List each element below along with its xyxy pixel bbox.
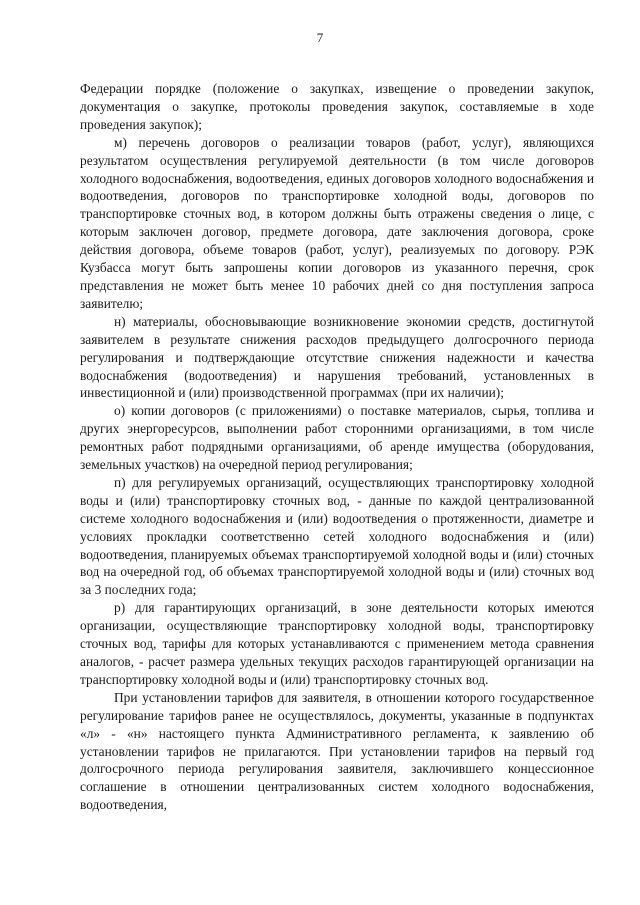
- paragraph-item-n: н) материалы, обосновывающие возникновение экономии средств, достигнутой заявителем в результате снижения расходов предыдущего долгосрочного периода регулирования и подтверждающие отсутствие снижения надежности и качества водоснабжения (водоотведения) и нарушения требований, установленных в инвестиционной и (или) производственной программах (при их наличии);: [80, 313, 594, 401]
- paragraph-continuation: Федерации порядке (положение о закупках, извещение о проведении закупок, документация о закупке, протоколы проведения закупок, составляемые в ходе проведения закупок);: [80, 81, 594, 132]
- paragraph-item-m: м) перечень договоров о реализации товаров (работ, услуг), являющихся результатом осуществления регулируемой деятельности (в том числе договоров холодного водоснабжения, водоотведения, единых договоров холодного водоснабжения и водоотведения, договоров по транспортировке холодной воды, договоров по транспортировке сточных вод, в котором должны быть отражены сведения о лице, с которым заключен договор, предмете договора, дате заключения договора, сроке действия договора, объеме товаров (работ, услуг), реализуемых по договору. РЭК Кузбасса могут быть запрошены копии договоров из указанного перечня, срок представления не может быть менее 10 рабочих дней со дня поступления запроса заявителю;: [80, 134, 594, 311]
- paragraph-item-r: р) для гарантирующих организаций, в зоне деятельности которых имеются организации, осуществляющие транспортировку холодной воды, транспортировку сточных вод, тарифы для которых устанавливаются с применением метода сравнения аналогов, - расчет размера удельных текущих расходов гарантирующей организации на транспортировку холодной воды и (или) транспортировку сточных вод.: [80, 600, 594, 687]
- paragraph-item-o: о) копии договоров (с приложениями) о поставке материалов, сырья, топлива и других энергоресурсов, выполнении работ сторонними организациями, в том числе ремонтных работ подрядными организациями, об аренде имущества (оборудования, земельных участков) на очередной период регулирования;: [80, 403, 594, 473]
- page-number: 7: [316, 30, 324, 45]
- document-body: [80, 80, 594, 814]
- paragraph-tariff-note: При установлении тарифов для заявителя, в отношении которого государственное регулирование тарифов ранее не осуществлялось, документы, указанные в подпунктах «л» - «н» настоящего пункта Административного регламента, к заявлению об установлении тарифов не прилагаются. При установлении тарифов на первый год долгосрочного периода регулирования заявителя, заключившего концессионное соглашение в отношении централизованных систем холодного водоснабжения, водоотведения,: [80, 689, 594, 813]
- paragraph-item-p: п) для регулируемых организаций, осуществляющих транспортировку холодной воды и (или) транспортировку сточных вод, - данные по каждой централизованной системе холодного водоснабжения и (или) водоотведения о протяженности, диаметре и условиях прокладки соответственно сетей холодного водоснабжения и (или) водоотведения, планируемых объемах транспортируемой холодной воды и (или) сточных вод на очередной год, об объемах транспортируемой холодной воды и (или) сточных вод за 3 последних года;: [80, 474, 594, 598]
